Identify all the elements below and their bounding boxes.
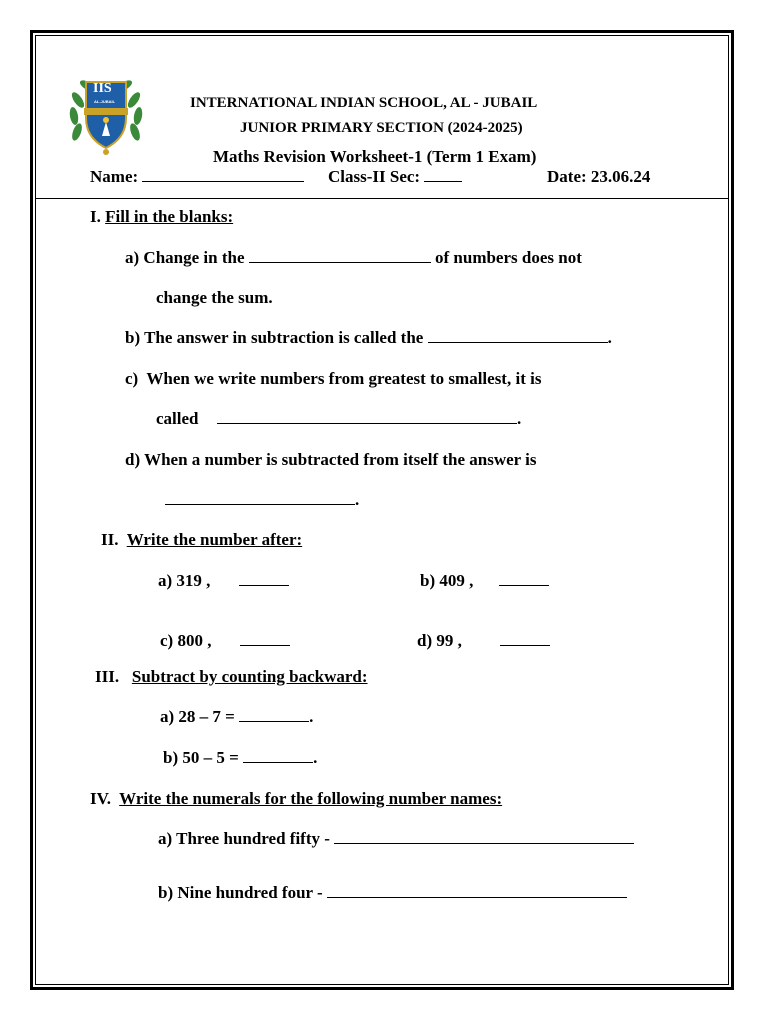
answer-blank-2b[interactable] xyxy=(499,571,549,586)
worksheet-title: Maths Revision Worksheet-1 (Term 1 Exam) xyxy=(213,147,537,166)
answer-blank-1a[interactable] xyxy=(249,248,431,263)
period: . xyxy=(355,490,360,509)
question-1c-text1: When we write numbers from greatest to smallest, it is xyxy=(146,369,542,388)
section-name: JUNIOR PRIMARY SECTION (2024-2025) xyxy=(240,120,523,136)
question-1b-text: The answer in subtraction is called the xyxy=(144,328,424,347)
section3-number: III. xyxy=(95,667,120,686)
question-2c xyxy=(160,631,290,651)
question-4b-text: b) Nine hundred four - xyxy=(158,883,323,902)
section2-number: II. xyxy=(101,530,119,549)
section3-title: Subtract by counting backward: xyxy=(131,667,368,686)
date-label: Date: 23.06.24 xyxy=(547,167,651,186)
question-1d-text: When a number is subtracted from itself the answer is xyxy=(144,450,537,469)
question-4a-text: a) Three hundred fifty - xyxy=(158,829,330,848)
section4-number: IV. xyxy=(90,789,111,808)
header-divider xyxy=(36,198,728,199)
section2-title: Write the number after: xyxy=(126,530,303,549)
logo-text: IIS xyxy=(93,81,112,96)
question-1c-label: c) xyxy=(125,369,139,388)
question-1c-line2 xyxy=(156,409,521,429)
question-2b xyxy=(420,571,549,591)
question-3a xyxy=(160,707,313,727)
answer-blank-3a[interactable] xyxy=(239,707,309,722)
question-1b xyxy=(125,328,612,348)
question-2b-text: b) 409 , xyxy=(420,571,474,590)
section2-heading xyxy=(101,530,302,550)
question-1a xyxy=(125,248,582,268)
question-4b xyxy=(158,883,627,903)
question-4a xyxy=(158,829,634,849)
question-1a-text3: change the sum. xyxy=(156,288,273,307)
name-label: Name: xyxy=(90,167,139,186)
question-1a-label: a) xyxy=(125,248,140,267)
question-2a-text: a) 319 , xyxy=(158,571,211,590)
class-section-field[interactable] xyxy=(328,167,462,187)
question-1a-text2: of numbers does not xyxy=(435,248,582,267)
section4-title: Write the numerals for the following number names: xyxy=(119,789,503,808)
question-3b-text: b) 50 – 5 = xyxy=(163,748,239,767)
answer-blank-2a[interactable] xyxy=(239,571,289,586)
question-2a xyxy=(158,571,289,591)
school-name: INTERNATIONAL INDIAN SCHOOL, AL - JUBAIL xyxy=(190,95,538,111)
question-1d-label: d) xyxy=(125,450,141,469)
answer-blank-4a[interactable] xyxy=(334,829,634,844)
answer-blank-4b[interactable] xyxy=(327,883,627,898)
question-1d-line2 xyxy=(165,490,359,510)
question-1c xyxy=(125,369,541,389)
section3-heading xyxy=(95,667,368,687)
section1-number: I. xyxy=(90,207,101,226)
class-label: Class-II Sec: xyxy=(328,167,421,186)
answer-blank-1c[interactable] xyxy=(217,409,517,424)
logo-subtext: AL-JUBAIL xyxy=(94,99,116,104)
question-1d xyxy=(125,450,537,470)
question-2c-text: c) 800 , xyxy=(160,631,212,650)
question-1c-text2: called xyxy=(156,409,199,428)
question-2d xyxy=(417,631,550,651)
period: . xyxy=(607,328,612,347)
name-field[interactable] xyxy=(90,167,304,187)
name-blank[interactable] xyxy=(142,167,304,182)
answer-blank-3b[interactable] xyxy=(243,748,313,763)
answer-blank-2d[interactable] xyxy=(500,631,550,646)
period: . xyxy=(309,707,314,726)
question-1b-label: b) xyxy=(125,328,141,347)
answer-blank-2c[interactable] xyxy=(240,631,290,646)
answer-blank-1d[interactable] xyxy=(165,490,355,505)
question-1a-text1: Change in the xyxy=(143,248,245,267)
section1-title: Fill in the blanks: xyxy=(105,207,234,226)
answer-blank-1b[interactable] xyxy=(428,328,608,343)
question-3a-text: a) 28 – 7 = xyxy=(160,707,235,726)
period: . xyxy=(313,748,318,767)
question-2d-text: d) 99 , xyxy=(417,631,462,650)
section-blank[interactable] xyxy=(424,167,462,182)
section1-heading xyxy=(90,207,233,227)
section4-heading xyxy=(90,789,502,809)
period: . xyxy=(517,409,522,428)
question-3b xyxy=(163,748,317,768)
